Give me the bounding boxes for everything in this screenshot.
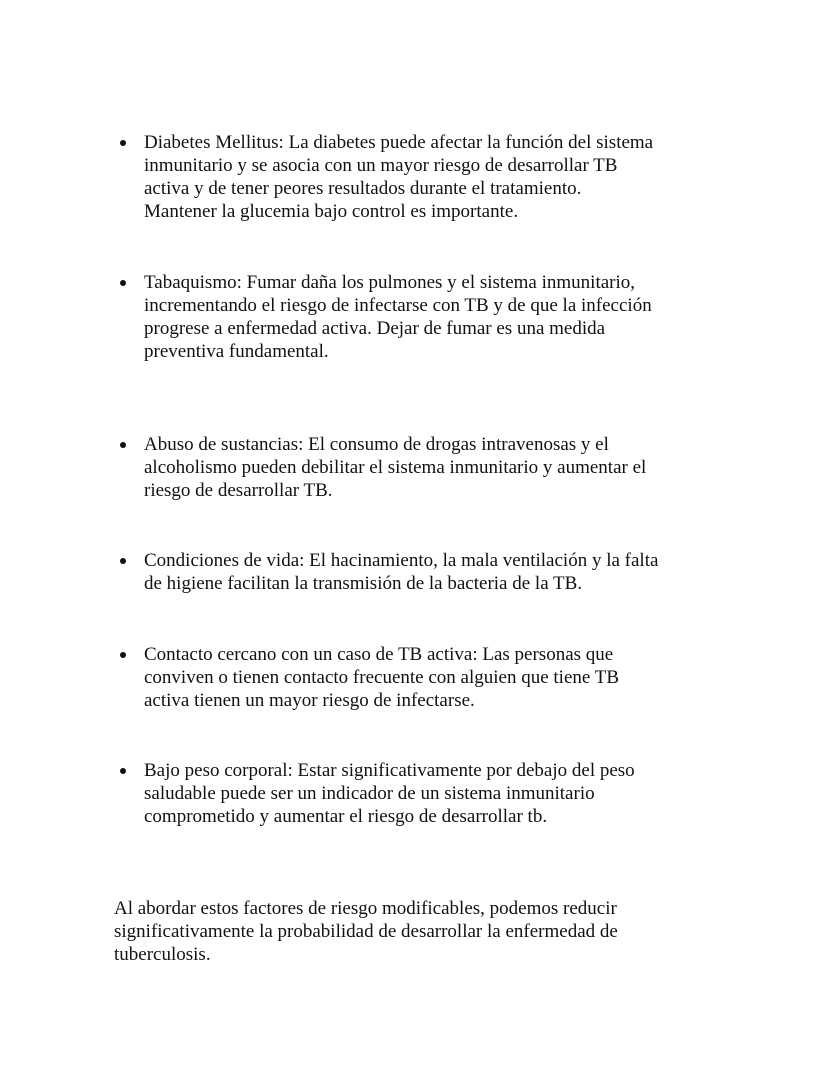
- bullet-icon: [120, 140, 126, 146]
- bullet-icon: [120, 558, 126, 564]
- bullet-icon: [120, 768, 126, 774]
- text-line: tuberculosis.: [114, 944, 211, 965]
- text-line: Bajo peso corporal: Estar significativamente por debajo del peso: [144, 760, 635, 781]
- text-line: Diabetes Mellitus: La diabetes puede afectar la función del sistema: [144, 132, 654, 153]
- text-line: Mantener la glucemia bajo control es importante.: [144, 201, 519, 222]
- conclusion-paragraph: [114, 897, 618, 966]
- text-line: Condiciones de vida: El hacinamiento, la mala ventilación y la falta: [144, 550, 659, 571]
- text-line: inmunitario y se asocia con un mayor riesgo de desarrollar TB: [144, 155, 618, 176]
- bullet-icon: [120, 442, 126, 448]
- text-line: Al abordar estos factores de riesgo modificables, podemos reducir: [114, 898, 617, 919]
- text-line: saludable puede ser un indicador de un sistema inmunitario: [144, 783, 595, 804]
- text-line: activa tienen un mayor riesgo de infectarse.: [144, 690, 475, 711]
- text-line: alcoholismo pueden debilitar el sistema inmunitario y aumentar el: [144, 457, 647, 478]
- text-line: preventiva fundamental.: [144, 341, 329, 362]
- text-line: riesgo de desarrollar TB.: [144, 480, 333, 501]
- text-line: incrementando el riesgo de infectarse con TB y de que la infección: [144, 295, 652, 316]
- bullet-icon: [120, 652, 126, 658]
- text-line: activa y de tener peores resultados durante el tratamiento.: [144, 178, 582, 199]
- text-line: Abuso de sustancias: El consumo de drogas intravenosas y el: [144, 434, 609, 455]
- text-line: comprometido y aumentar el riesgo de desarrollar tb.: [144, 806, 548, 827]
- text-line: progrese a enfermedad activa. Dejar de fumar es una medida: [144, 318, 606, 339]
- bullet-icon: [120, 280, 126, 286]
- text-line: de higiene facilitan la transmisión de la bacteria de la TB.: [144, 573, 583, 594]
- text-line: significativamente la probabilidad de desarrollar la enfermedad de: [114, 921, 618, 942]
- text-line: Contacto cercano con un caso de TB activa: Las personas que: [144, 644, 614, 665]
- text-line: Tabaquismo: Fumar daña los pulmones y el sistema inmunitario,: [144, 272, 636, 293]
- text-line: conviven o tienen contacto frecuente con alguien que tiene TB: [144, 667, 619, 688]
